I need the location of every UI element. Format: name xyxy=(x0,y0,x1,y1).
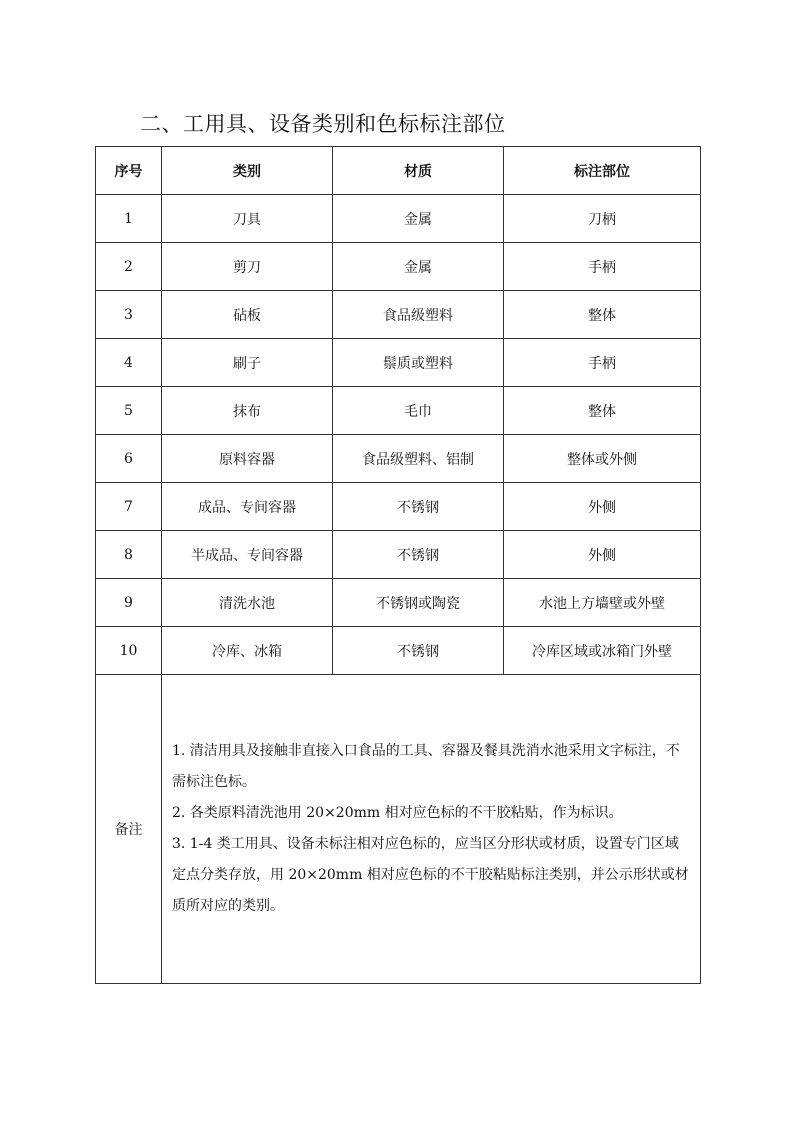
table-row xyxy=(96,627,701,675)
cell-index: 3 xyxy=(96,291,162,339)
cell-index: 2 xyxy=(96,243,162,291)
cell-material: 不锈钢或陶瓷 xyxy=(333,579,504,627)
cell-index: 9 xyxy=(96,579,162,627)
cell-position: 外侧 xyxy=(504,483,701,531)
cell-index: 6 xyxy=(96,435,162,483)
cell-category: 成品、专间容器 xyxy=(162,483,333,531)
cell-position: 整体 xyxy=(504,291,701,339)
cell-category: 刷子 xyxy=(162,339,333,387)
table-row xyxy=(96,435,701,483)
cell-position: 冷库区域或冰箱门外壁 xyxy=(504,627,701,675)
notes-label: 备注 xyxy=(96,675,162,984)
cell-category: 原料容器 xyxy=(162,435,333,483)
cell-category: 半成品、专间容器 xyxy=(162,531,333,579)
cell-material: 金属 xyxy=(333,243,504,291)
table-row xyxy=(96,243,701,291)
cell-position: 手柄 xyxy=(504,339,701,387)
cell-index: 8 xyxy=(96,531,162,579)
cell-category: 抹布 xyxy=(162,387,333,435)
note-item: 3. 1-4 类工用具、设备未标注相对应色标的，应当区分形状或材质，设置专门区域定点分类存放，用 20×20mm 相对应色标的不干胶粘贴标注类别，并公示形状或材质所对应的类别。 xyxy=(172,836,689,914)
cell-position: 外侧 xyxy=(504,531,701,579)
cell-category: 刀具 xyxy=(162,195,333,243)
cell-material: 食品级塑料 xyxy=(333,291,504,339)
cell-position: 手柄 xyxy=(504,243,701,291)
header-position: 标注部位 xyxy=(504,147,701,195)
cell-index: 7 xyxy=(96,483,162,531)
cell-index: 1 xyxy=(96,195,162,243)
cell-material: 不锈钢 xyxy=(333,531,504,579)
header-category: 类别 xyxy=(162,147,333,195)
cell-category: 冷库、冰箱 xyxy=(162,627,333,675)
table-row xyxy=(96,387,701,435)
table-row xyxy=(96,483,701,531)
cell-index: 10 xyxy=(96,627,162,675)
notes-content xyxy=(162,675,701,984)
table-row xyxy=(96,291,701,339)
note-item: 2. 各类原料清洗池用 20×20mm 相对应色标的不干胶粘贴，作为标识。 xyxy=(172,805,623,821)
cell-category: 砧板 xyxy=(162,291,333,339)
cell-position: 水池上方墙壁或外壁 xyxy=(504,579,701,627)
cell-category: 剪刀 xyxy=(162,243,333,291)
cell-index: 5 xyxy=(96,387,162,435)
cell-index: 4 xyxy=(96,339,162,387)
cell-material: 毛巾 xyxy=(333,387,504,435)
cell-material: 鬃质或塑料 xyxy=(333,339,504,387)
table-row xyxy=(96,339,701,387)
cell-material: 不锈钢 xyxy=(333,627,504,675)
tool-color-table xyxy=(95,146,701,984)
cell-material: 食品级塑料、铝制 xyxy=(333,435,504,483)
table-row xyxy=(96,579,701,627)
cell-category: 清洗水池 xyxy=(162,579,333,627)
header-index: 序号 xyxy=(96,147,162,195)
section-title: 二、工用具、设备类别和色标标注部位 xyxy=(140,112,506,136)
cell-material: 金属 xyxy=(333,195,504,243)
cell-material: 不锈钢 xyxy=(333,483,504,531)
cell-position: 整体 xyxy=(504,387,701,435)
header-material: 材质 xyxy=(333,147,504,195)
cell-position: 刀柄 xyxy=(504,195,701,243)
note-item: 1. 清洁用具及接触非直接入口食品的工具、容器及餐具洗消水池采用文字标注，不需标注色标。 xyxy=(172,743,680,790)
notes-row xyxy=(96,675,701,984)
table-header xyxy=(96,147,701,195)
cell-position: 整体或外侧 xyxy=(504,435,701,483)
table-row xyxy=(96,195,701,243)
table-row xyxy=(96,531,701,579)
